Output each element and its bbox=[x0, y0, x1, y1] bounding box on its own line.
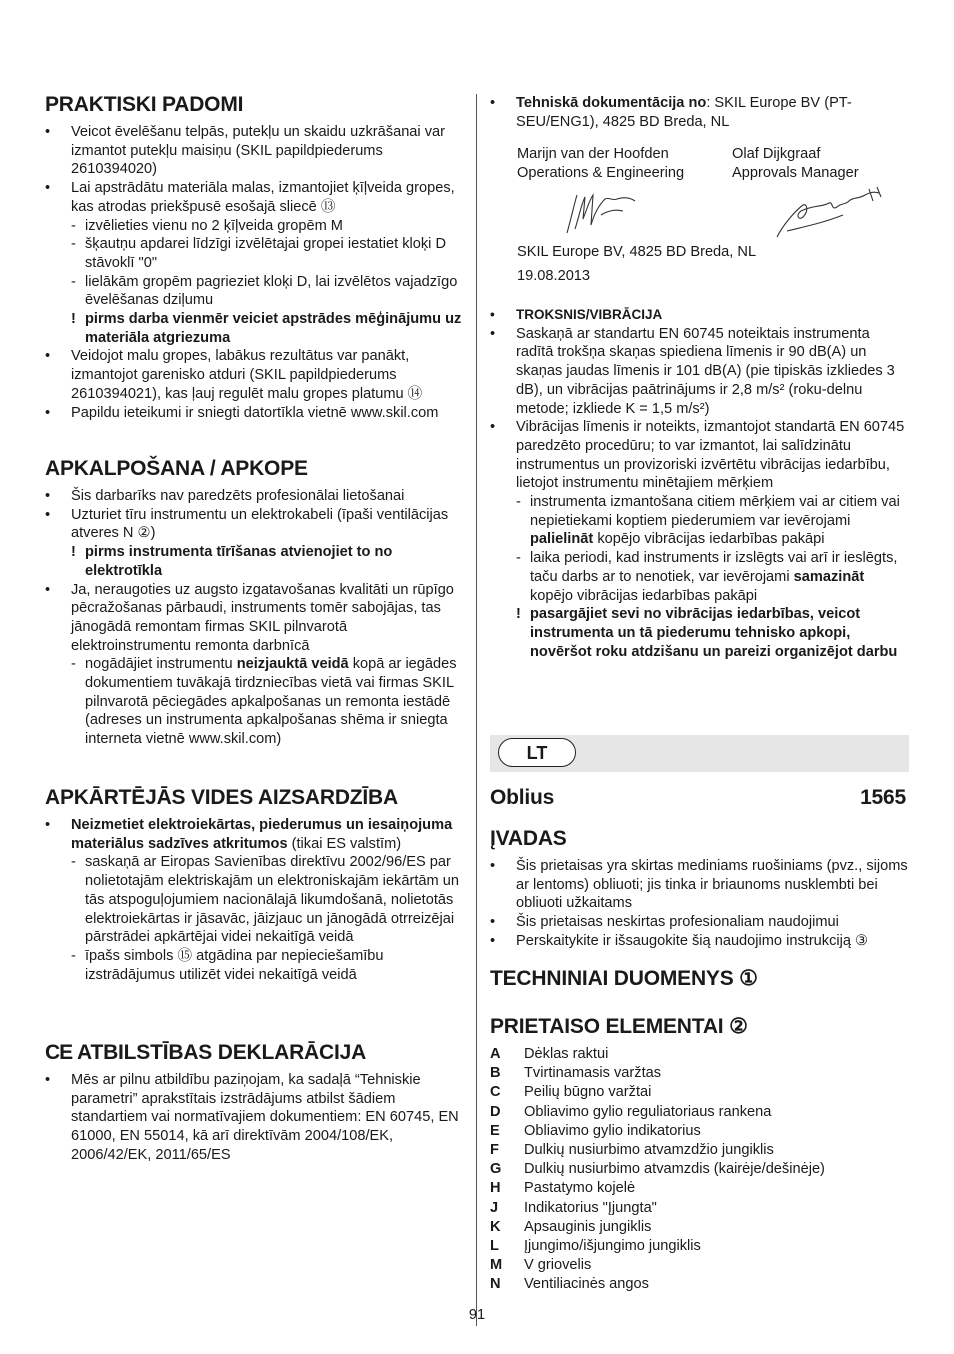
section-praktiski-padomi bbox=[45, 93, 463, 422]
list-item: • Šis prietaisas neskirtas profesionaliam naudojimui bbox=[490, 913, 908, 932]
list-item: • Šis darbarīks nav paredzēts profesionālai lietošanai bbox=[45, 487, 463, 506]
section-apkalposana bbox=[45, 457, 463, 749]
sub-item: - izvēlieties vienu no 2 ķīļveida gropēm M bbox=[45, 217, 463, 236]
page-number: 91 bbox=[468, 1307, 486, 1323]
warning-item: ! pasargājiet sevi no vibrācijas iedarbības, veicot instrumenta un tā piederumu tehnisko apkopi, novēršot roku atdzišanu un pareizi organizējot darbu bbox=[490, 605, 908, 661]
sub-item: - instrumenta izmantošana citiem mērķiem vai ar citiem vai nepietiekami koptiem piederumiem var ievērojami palielināt kopējo vibrācijas iedarbības pakāpi bbox=[490, 493, 908, 549]
section-troksnis bbox=[490, 306, 908, 661]
parts-row: F Dulkių nusiurbimo atvamzdžio jungiklis bbox=[490, 1141, 774, 1158]
declaration-date: 19.08.2013 bbox=[517, 268, 591, 284]
product-name: Oblius bbox=[490, 786, 555, 809]
parts-row: B Tvirtinamasis varžtas bbox=[490, 1065, 662, 1082]
signature-1-image bbox=[561, 189, 641, 239]
parts-row: A Dėklas raktui bbox=[490, 1046, 609, 1062]
parts-row: K Apsauginis jungiklis bbox=[490, 1218, 652, 1235]
section-vides-aizsardziba bbox=[45, 786, 463, 984]
parts-row: J Indikatorius "Įjungta" bbox=[490, 1199, 657, 1216]
list-item: • Papildu ieteikumi ir sniegti datortīkla vietnē www.skil.com bbox=[45, 404, 463, 423]
section-atbilstibas-deklaracija bbox=[45, 1041, 463, 1165]
product-number: 1565 bbox=[860, 786, 906, 809]
parts-list bbox=[490, 1045, 908, 1294]
sub-item: - nogādājiet instrumentu neizjauktā veidā kopā ar iegādes dokumentiem tuvākajā tirdzniecības vietā vai firmas SKIL pilnvarotā pēciegādes apkalpošanas un remonta iestādē (adreses un instrumenta apkalpošanas shēma ir sniegta interneta vietnē www.skil.com) bbox=[45, 655, 463, 749]
list-item: • Mēs ar pilnu atbildību paziņojam, ka sadaļā “Tehniskie parametri” aprakstītais izstrādājums atbilst šādiem standartiem vai normatīvajiem dokumentiem: EN 60745, EN 61000, EN 55014, kā arī direktīvām 2004/108/EK, 2006/42/EK, 2011/65/ES bbox=[45, 1071, 463, 1165]
signature-block bbox=[517, 145, 908, 285]
company-address: SKIL Europe BV, 4825 BD Breda, NL bbox=[517, 244, 757, 260]
language-bar bbox=[490, 735, 909, 772]
signer-1-role: Operations & Engineering bbox=[517, 165, 685, 181]
section-title: ĮVADAS bbox=[490, 827, 567, 850]
parts-row: E Obliavimo gylio indikatorius bbox=[490, 1122, 701, 1139]
parts-row: D Obliavimo gylio reguliatoriaus rankena bbox=[490, 1103, 772, 1120]
list-item: • Veicot ēvelēšanu telpās, putekļu un skaidu uzkrāšanai var izmantot putekļu maisiņu (SKIL papildpiederums 2610394020) bbox=[45, 123, 463, 179]
signature-2-image bbox=[773, 185, 893, 245]
sub-item: - šķautņu apdarei līdzīgi izvēlētajai gropei iestatiet kloķi D stāvoklī "0" bbox=[45, 235, 463, 272]
list-item: • Vibrācijas līmenis ir noteikts, izmantojot standartā EN 60745 paredzēto procedūru; to var izmantot, lai salīdzinātu instrumentus un provizoriski izvērtētu vibrācijas iedarbību, lietojot instrumentu minētajiem mērķiem bbox=[490, 418, 908, 493]
section-prietaiso-elementai bbox=[490, 1015, 908, 1039]
tech-doc bbox=[490, 94, 908, 131]
signer-1-name: Marijn van der Hoofden bbox=[517, 146, 669, 162]
section-title: CE ATBILSTĪBAS DEKLARĀCIJA bbox=[45, 1041, 367, 1064]
ce-mark: CE bbox=[45, 1041, 73, 1064]
sub-item: - saskaņā ar Eiropas Savienības direktīvu 2002/96/ES par nolietotajām elektriskajām un elektroniskajām iekārtām un tās atspoguļojumiem nacionālajā likumdošanā, nolietotās elektroiekārtas ir jāsavāc, jāizjauc un jānogādā otrreizējai pārstrādei apkārtējai videi nekaitīgā veidā bbox=[45, 853, 463, 947]
list-item: • Saskaņā ar standartu EN 60745 noteiktais instrumenta radītā trokšņa skaņas spiediena līmenis ir 90 dB(A) un skaņas jaudas līmenis ir 101 dB(A) (pie tipiskās izkliedes 3 dB), un vibrācijas paātrinājums ir 2,8 m/s² (roku-delnu metode; izkliede K = 1,5 m/s²) bbox=[490, 325, 908, 419]
parts-row: C Peilių būgno varžtai bbox=[490, 1084, 652, 1101]
parts-row: G Dulkių nusiurbimo atvamzdis (kairėje/dešinėje) bbox=[490, 1161, 825, 1178]
list-item: • Perskaitykite ir išsaugokite šią naudojimo instrukciją ③ bbox=[490, 932, 908, 951]
section-title: APKALPOŠANA / APKOPE bbox=[45, 457, 308, 480]
list-item: • Šis prietaisas yra skirtas mediniams ruošiniams (pvz., sijoms ar lentoms) obliuoti; jis tinka ir briaunoms nusklembti bei obliuoti užkaitams bbox=[490, 857, 908, 913]
list-item: • Tehniskā dokumentācija no: SKIL Europe BV (PT-SEU/ENG1), 4825 BD Breda, NL bbox=[490, 94, 908, 131]
signer-2-name: Olaf Dijkgraaf bbox=[732, 146, 821, 162]
section-ivadas bbox=[490, 827, 908, 951]
list-item: • Veidojot malu gropes, labākus rezultātus var panākt, izmantojot garenisko atduri (SKIL papildpiederums 2610394021), kas ļauj regulēt malu gropes platumu ⑭ bbox=[45, 347, 463, 403]
list-item: • Neizmetiet elektroiekārtas, piederumus un iesaiņojuma materiālus sadzīves atkritumos (tikai ES valstīm) bbox=[45, 816, 463, 853]
parts-row: L Įjungimo/išjungimo jungiklis bbox=[490, 1237, 701, 1254]
column-divider bbox=[476, 94, 477, 1326]
sub-item: - īpašs simbols ⑮ atgādina par nepieciešamību izstrādājumus utilizēt videi nekaitīgā veidā bbox=[45, 947, 463, 984]
parts-row: M V griovelis bbox=[490, 1257, 592, 1274]
section-techniniai-duomenys bbox=[490, 967, 908, 991]
list-item: • Lai apstrādātu materiāla malas, izmantojiet ķīļveida gropes, kas atrodas priekšpusē esošajā sliecē ⑬ bbox=[45, 179, 463, 216]
signer-2-role: Approvals Manager bbox=[732, 165, 859, 181]
section-subtitle: • TROKSNIS/VIBRĀCIJA bbox=[490, 306, 908, 325]
section-title: APKĀRTĒJĀS VIDES AIZSARDZĪBA bbox=[45, 786, 398, 809]
section-title: PRIETAISO ELEMENTAI ② bbox=[490, 1015, 748, 1038]
sub-item: - lielākām gropēm pagrieziet kloķi D, lai izvēlētos vajadzīgo ēvelēšanas dziļumu bbox=[45, 273, 463, 310]
language-badge: LT bbox=[498, 738, 576, 767]
list-item: • Ja, neraugoties uz augsto izgatavošanas kvalitāti un rūpīgo pēcražošanas pārbaudi, instruments tomēr sabojājas, tas jānogādā remontam firmas SKIL pilnvarotā elektroinstrumentu remonta darbnīcā bbox=[45, 581, 463, 656]
warning-item: ! pirms darba vienmēr veiciet apstrādes mēģinājumu uz materiāla atgriezuma bbox=[45, 310, 463, 347]
parts-row: N Ventiliacinės angos bbox=[490, 1276, 649, 1293]
section-title: PRAKTISKI PADOMI bbox=[45, 93, 244, 116]
sub-item: - laika periodi, kad instruments ir izslēgts vai arī ir ieslēgts, taču darbs ar to nenotiek, var ievērojami samazināt kopējo vibrācijas iedarbības pakāpi bbox=[490, 549, 908, 605]
product-heading bbox=[490, 786, 908, 810]
parts-row: H Pastatymo kojelė bbox=[490, 1180, 636, 1197]
section-title: TECHNINIAI DUOMENYS ① bbox=[490, 967, 758, 990]
warning-item: ! pirms instrumenta tīrīšanas atvienojiet to no elektrotīkla bbox=[45, 543, 463, 580]
list-item: • Uzturiet tīru instrumentu un elektrokabeli (īpaši ventilācijas atveres N ②) bbox=[45, 506, 463, 543]
